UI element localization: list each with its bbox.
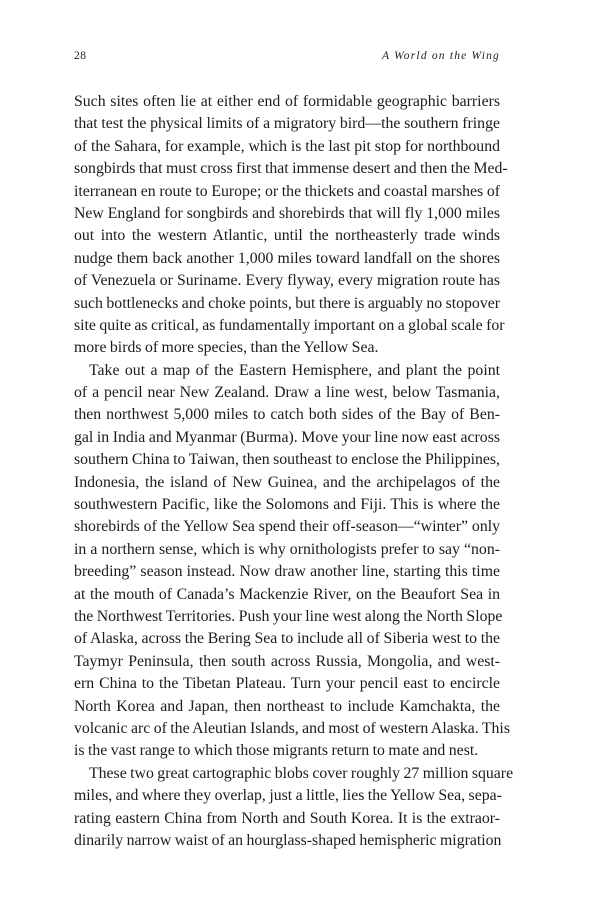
text-line: songbirds that must cross first that immense desert and then the Med-: [74, 160, 508, 178]
text-line: such bottlenecks and choke points, but there is arguably no stopover: [74, 294, 500, 312]
text-line: shorebirds of the Yellow Sea spend their off-season—“winter” only: [74, 518, 500, 536]
text-line: at the mouth of Canada’s Mackenzie River, on the Beaufort Sea in: [74, 585, 500, 603]
text-line: of Venezuela or Suriname. Every flyway, every migration route has: [74, 272, 500, 290]
paragraph: [74, 360, 510, 763]
text-line: miles, and where they overlap, just a little, lies the Yellow Sea, sepa-: [74, 787, 502, 805]
text-line: Taymyr Peninsula, then south across Russia, Mongolia, and west-: [74, 652, 500, 670]
text-line: that test the physical limits of a migratory bird—the southern fringe: [74, 115, 500, 133]
text-line: of a pencil near New Zealand. Draw a line west, below Tasmania,: [74, 384, 500, 402]
text-line: dinarily narrow waist of an hourglass-shaped hemispheric migration: [74, 831, 502, 849]
text-line: Take out a map of the Eastern Hemisphere, and plant the point: [89, 361, 500, 379]
text-line: rating eastern China from North and South Korea. It is the extraor-: [74, 809, 500, 827]
text-line: iterranean en route to Europe; or the thickets and coastal marshes of: [74, 182, 500, 200]
text-line: site quite as critical, as fundamentally important on a global scale for: [74, 316, 505, 334]
text-line: gal in India and Myanmar (Burma). Move your line now east across: [74, 428, 500, 446]
text-line: Indonesia, the island of New Guinea, and the archipelagos of the: [74, 473, 500, 491]
text-line: out into the western Atlantic, until the northeasterly trade winds: [74, 227, 500, 245]
text-line: more birds of more species, than the Yellow Sea.: [74, 339, 379, 357]
body-text: [74, 91, 514, 852]
text-line: in a northern sense, which is why ornithologists prefer to say “non-: [74, 540, 500, 558]
text-line: These two great cartographic blobs cover roughly 27 million square: [89, 764, 514, 782]
text-line: Such sites often lie at either end of formidable geographic barriers: [74, 93, 500, 110]
text-line: breeding” season instead. Now draw another line, starting this time: [74, 563, 500, 581]
text-line: volcanic arc of the Aleutian Islands, and most of western Alaska. This: [74, 719, 510, 737]
paragraph: [74, 763, 514, 853]
text-line: North Korea and Japan, then northeast to include Kamchakta, the: [74, 697, 500, 715]
running-head-title: A World on the Wing: [381, 50, 500, 62]
running-head: [74, 50, 500, 66]
text-line: New England for songbirds and shorebirds that will fly 1,000 miles: [74, 204, 500, 222]
text-line: southwestern Pacific, like the Solomons and Fiji. This is where the: [74, 496, 500, 514]
paragraph: [74, 91, 508, 360]
text-line: then northwest 5,000 miles to catch both sides of the Bay of Ben-: [74, 406, 500, 424]
text-line: of Alaska, across the Bering Sea to include all of Siberia west to the: [74, 630, 500, 648]
page-number: 28: [74, 50, 87, 62]
text-line: is the vast range to which those migrants return to mate and nest.: [74, 742, 479, 760]
text-line: nudge them back another 1,000 miles toward landfall on the shores: [74, 249, 500, 267]
text-line: of the Sahara, for example, which is the last pit stop for northbound: [74, 137, 500, 155]
text-line: the Northwest Territories. Push your line west along the North Slope: [74, 607, 503, 625]
text-line: southern China to Taiwan, then southeast to enclose the Philippines,: [74, 451, 500, 469]
text-line: ern China to the Tibetan Plateau. Turn your pencil east to encircle: [74, 675, 500, 693]
